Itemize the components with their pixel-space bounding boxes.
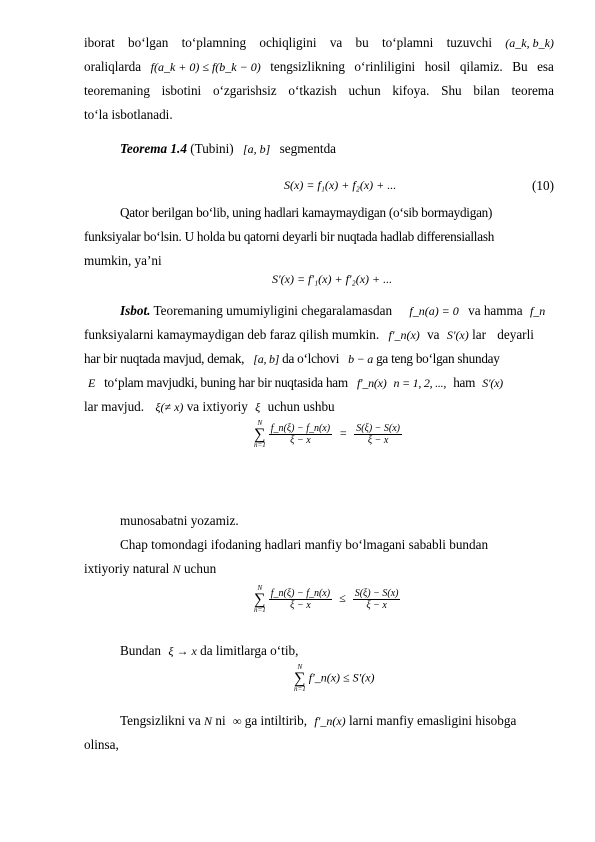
text: Bundan	[120, 643, 162, 658]
word: tuzuvchi	[446, 35, 492, 50]
math-inline: ξ → x	[168, 644, 197, 658]
text: va ixtiyoriy	[186, 399, 248, 414]
word: Bu	[512, 59, 528, 74]
word: segmentda	[279, 141, 337, 156]
word: tengsizlikning	[270, 59, 345, 74]
text: va hamma	[468, 303, 523, 318]
math-inline: n = 1, 2, ...,	[393, 376, 447, 390]
fraction: $\frac{f\_n(\xi) - f\_n(x)}{\xi - x}$	[270, 423, 331, 446]
text-line: Chap tomondagi ifodaning hadlari manfiy bo‘lmagani sababli bundan	[120, 537, 489, 552]
word: bilan	[473, 83, 500, 98]
text-line: mumkin, ya’ni	[84, 253, 162, 268]
word: qilamiz.	[459, 59, 503, 74]
text-line: to‘la isbotlanadi.	[84, 107, 173, 122]
word: uchun	[348, 83, 381, 98]
text-line	[84, 351, 554, 367]
math-inline: S′(x)	[482, 376, 503, 390]
text: ham	[453, 375, 476, 390]
theorem-name: (Tubini)	[190, 141, 234, 156]
text: Teoremaning umumiyligini chegaralamasdan	[153, 303, 393, 318]
word: teorema	[511, 83, 554, 98]
word: to‘plamni	[382, 35, 434, 50]
text: uchun	[183, 561, 217, 576]
equation-derivative: S′(x) = f′₁(x) + f′₂(x) + ...	[272, 272, 393, 286]
word: esa	[537, 59, 554, 74]
math-inline: N	[172, 562, 181, 576]
word: kifoya.	[392, 83, 430, 98]
math-inline: E	[88, 376, 96, 390]
inequality-1: N ∑ n=1 $\frac{f\_n(\xi) - f\_n(x)}{\xi - x}$ = $\frac{S(\xi) - S(x)}{\xi - x}$	[254, 419, 400, 449]
text-line: funksiyalar bo‘lsin. U holda bu qatorni deyarli bir nuqtada hadlab differensiallash	[84, 229, 495, 244]
text: ga teng bo‘lgan shunday	[376, 351, 500, 366]
math-inline: S′(x)	[446, 328, 469, 342]
equation-10: S(x) = f₁(x) + f₂(x) + ...	[284, 178, 397, 192]
summation: N ∑ n=1	[254, 419, 266, 449]
math-inline: ∞	[232, 714, 242, 728]
summation: N ∑ n=1	[254, 584, 266, 614]
text: da o‘lchovi	[282, 351, 340, 366]
word: isbotini	[161, 83, 202, 98]
math-inline: f_n(a) = 0	[409, 304, 459, 318]
sigma-symbol: ∑	[254, 591, 266, 608]
word: oraliqlarda	[84, 59, 142, 74]
math-inline: (a_k, b_k)	[505, 36, 554, 50]
text: har bir nuqtada mavjud, demak,	[84, 351, 245, 366]
math-inline: f′_n(x)	[356, 376, 387, 390]
math-inline: ξ	[255, 400, 261, 414]
text: lar mavjud.	[84, 399, 145, 414]
word: o‘tkazish	[288, 83, 337, 98]
text: Tengsizlikni va	[120, 713, 201, 728]
text-line	[84, 35, 554, 51]
math-inline: f′_n(x)	[388, 328, 420, 342]
math-inline: N	[204, 714, 213, 728]
word: iborat	[84, 35, 115, 50]
text: larni manfiy emasligini hisobga	[348, 713, 517, 728]
text: to‘plam mavjudki, buning har bir nuqtasida ham	[104, 375, 348, 390]
word: va	[329, 35, 343, 50]
math-inline: f(a_k + 0) ≤ f(b_k − 0)	[150, 60, 261, 74]
word: hosil	[424, 59, 451, 74]
word: o‘rinliligini	[354, 59, 416, 74]
sigma-symbol: ∑	[294, 670, 306, 687]
fraction: $\frac{f\_n(\xi) - f\_n(x)}{\xi - x}$	[270, 588, 331, 611]
math-inline: [a, b]	[243, 142, 271, 156]
text: va	[427, 327, 440, 342]
math-inline: [a, b]	[253, 352, 280, 366]
text: uchun ushbu	[267, 399, 335, 414]
text: ixtiyoriy natural	[84, 561, 170, 576]
summation: N ∑ n=1	[294, 663, 306, 693]
word: teoremaning	[84, 83, 150, 98]
theorem-heading	[120, 141, 554, 157]
math-inline: b − a	[348, 352, 374, 366]
text: ni	[215, 713, 226, 728]
word: ochiqligini	[259, 35, 317, 50]
proof-label: Isbot.	[120, 303, 151, 318]
text-line	[84, 399, 554, 415]
fraction: $\frac{S(\xi) - S(x)}{\xi - x}$	[356, 423, 400, 446]
text: lar	[472, 327, 486, 342]
word: o‘zgarishsiz	[212, 83, 277, 98]
text-line: munosabatni yozamiz.	[120, 513, 239, 528]
word: bu	[355, 35, 369, 50]
text-line	[84, 375, 554, 391]
sigma-symbol: ∑	[254, 426, 266, 443]
word: bo‘lgan	[128, 35, 169, 50]
inequality-2: N ∑ n=1 $\frac{f\_n(\xi) - f\_n(x)}{\xi - x}$ ≤ $\frac{S(\xi) - S(x)}{\xi - x}$	[254, 584, 399, 614]
fraction: $\frac{S(\xi) - S(x)}{\xi - x}$	[354, 588, 399, 611]
text-line	[120, 643, 554, 659]
text-line: olinsa,	[84, 737, 119, 752]
text-line	[84, 83, 554, 99]
equation-number: (10)	[532, 178, 554, 193]
text: funksiyalarni kamaymaydigan deb faraz qilish mumkin.	[84, 327, 380, 342]
theorem-label: Teorema 1.4	[120, 141, 187, 156]
text-line	[120, 713, 554, 729]
math-inline: f_n	[529, 304, 546, 318]
text: deyarli	[497, 327, 534, 342]
text-line	[84, 59, 554, 75]
text-line	[84, 561, 554, 577]
text-line	[84, 327, 554, 343]
text-line: Qator berilgan bo‘lib, uning hadlari kamaymaydigan (o‘sib bormaydigan)	[120, 205, 493, 220]
word: Shu	[441, 83, 462, 98]
text-line	[120, 303, 554, 319]
math-inline: ξ(≠ x)	[155, 400, 184, 414]
math-inline: f′_n(x)	[314, 714, 346, 728]
text: da limitlarga o‘tib,	[200, 643, 299, 658]
result-inequality: N ∑ n=1 f′_n(x) ≤ S′(x)	[294, 663, 375, 693]
word: to‘plamning	[181, 35, 247, 50]
text: ga intiltirib,	[244, 713, 308, 728]
